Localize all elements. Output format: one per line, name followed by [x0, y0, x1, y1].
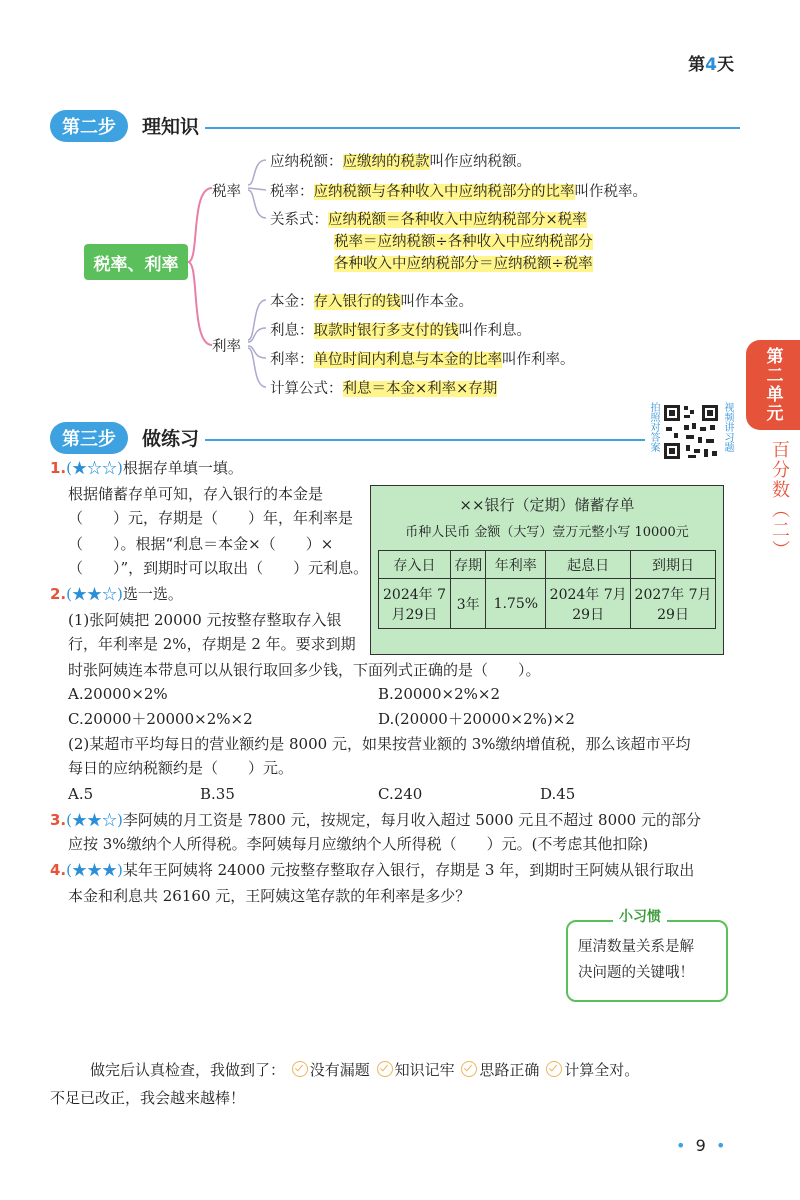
unit-name: 百分数（二） [769, 440, 790, 560]
day-label: 第4天 [688, 55, 734, 75]
q2-p1-line-1: (1)张阿姨把 20000 元按整存整取存入银 [68, 611, 342, 629]
check-icon[interactable] [461, 1061, 477, 1077]
slip-header-deposit-date: 存入日 [379, 551, 451, 579]
q2-p2-line-2: 每日的应纳税额约是（ ）元。 [68, 759, 294, 777]
q2-option-d[interactable]: D.(20000＋20000×2%)×2 [378, 710, 575, 728]
interest-item-3: 利率：单位时间内利息与本金的比率叫作利率。 [270, 352, 575, 368]
section3-pill: 第三步 [50, 422, 128, 454]
tax-item-1: 应纳税额：应缴纳的税款叫作应纳税额。 [270, 154, 531, 170]
checklist-line-2: 不足已改正，我会越来越棒！ [50, 1089, 246, 1107]
check-icon[interactable] [377, 1061, 393, 1077]
section3-rule [205, 439, 645, 441]
interest-item-1: 本金：存入银行的钱叫作本金。 [270, 294, 473, 310]
q1-line-3: （ ）。根据“利息＝本金×（ ）× [68, 535, 334, 553]
page-number: • 9 • [676, 1136, 726, 1155]
slip-cell-due-date: 2027年 7月29日 [631, 579, 716, 629]
slip-cell-term: 3年 [451, 579, 486, 629]
q2-p2-option-a[interactable]: A.5 [68, 785, 94, 803]
slip-title: ××银行（定期）储蓄存单 [459, 496, 635, 514]
check-icon[interactable] [546, 1061, 562, 1077]
tax-formula-2: 税率＝应纳税额÷各种收入中应纳税部分 [334, 234, 593, 250]
tip-line-1: 厘清数量关系是解 [578, 939, 694, 955]
q2-p2-line-1: (2)某超市平均每日的营业额约是 8000 元，如果按营业额的 3%缴纳增值税，那么该超市平均 [68, 735, 691, 753]
tax-item-3: 关系式：应纳税额＝各种收入中应纳税部分×税率 [270, 212, 587, 228]
slip-cell-start-date: 2024年 7月29日 [546, 579, 631, 629]
qr-left-text: 拍照对答案 [648, 402, 659, 452]
q2-option-c[interactable]: C.20000＋20000×2%×2 [68, 710, 253, 728]
qr-right-text: 视频讲习题 [722, 402, 733, 452]
checklist-line-1: 做完后认真检查，我做到了： 没有漏题 知识记牢 思路正确 计算全对。 [90, 1061, 640, 1079]
tip-line-2: 决问题的关键哦！ [578, 965, 694, 981]
check-icon[interactable] [292, 1061, 308, 1077]
qr-code-icon[interactable] [662, 403, 720, 461]
slip-header-rate: 年利率 [486, 551, 546, 579]
mindmap-interest-label: 利率 [212, 339, 241, 355]
slip-header-term: 存期 [451, 551, 486, 579]
q2-p1-line-2: 行，年利率是 2%，存期是 2 年。要求到期 [68, 635, 356, 653]
mindmap-center: 税率、利率 [84, 244, 188, 280]
interest-item-4: 计算公式：利息＝本金×利率×存期 [270, 381, 498, 397]
q3-line-2: 应按 3%缴纳个人所得税。李阿姨每月应缴纳个人所得税（ ）元。(不考虑其他扣除) [68, 835, 649, 853]
q1-line-2: （ ）元，存期是（ ）年，年利率是 [68, 509, 354, 527]
slip-header-due-date: 到期日 [631, 551, 716, 579]
tip-title: 小习惯 [613, 906, 667, 926]
deposit-slip [370, 485, 724, 655]
tax-formula-3: 各种收入中应纳税部分＝应纳税额÷税率 [334, 256, 593, 272]
q1-line-1: 根据储蓄存单可知，存入银行的本金是 [68, 485, 324, 503]
q2-option-b[interactable]: B.20000×2%×2 [378, 685, 500, 703]
slip-currency: 币种人民币 金额（大写）壹万元整小写 10000元 [405, 525, 689, 540]
mindmap-tax-label: 税率 [212, 184, 241, 200]
slip-table [378, 550, 716, 629]
slip-header-start-date: 起息日 [546, 551, 631, 579]
interest-item-2: 利息：取款时银行多支付的钱叫作利息。 [270, 323, 531, 339]
tax-item-2: 税率：应纳税额与各种收入中应纳税部分的比率叫作税率。 [270, 184, 647, 200]
q2-p2-option-b[interactable]: B.35 [200, 785, 235, 803]
slip-cell-deposit-date: 2024年 7月29日 [379, 579, 451, 629]
q4-line-2: 本金和利息共 26160 元，王阿姨这笔存款的年利率是多少？ [68, 887, 471, 905]
section2-title: 理知识 [142, 116, 200, 138]
section2-rule [205, 127, 740, 129]
q1-heading: 1.(★☆☆)根据存单填一填。 [50, 459, 243, 477]
slip-cell-rate: 1.75% [486, 579, 546, 629]
unit-tab[interactable]: 第二单元 [746, 340, 800, 430]
q1-line-4: （ ）”，到期时可以取出（ ）元利息。 [68, 559, 369, 577]
q2-option-a[interactable]: A.20000×2% [68, 685, 168, 703]
q2-heading: 2.(★★☆)选一选。 [50, 585, 183, 603]
q2-p2-option-c[interactable]: C.240 [378, 785, 423, 803]
q2-p1-line-3: 时张阿姨连本带息可以从银行取回多少钱，下面列式正确的是（ ）。 [68, 661, 541, 679]
q4-line-1: 4.(★★★)某年王阿姨将 24000 元按整存整取存入银行，存期是 3 年，到期时王阿姨从银行取出 [50, 861, 695, 879]
q3-line-1: 3.(★★☆)李阿姨的月工资是 7800 元，按规定，每月收入超过 5000 元且不超过 8000 元的部分 [50, 811, 701, 829]
q2-p2-option-d[interactable]: D.45 [540, 785, 576, 803]
tip-text [578, 934, 718, 986]
section3-title: 做练习 [142, 428, 200, 450]
section2-pill: 第二步 [50, 110, 128, 142]
